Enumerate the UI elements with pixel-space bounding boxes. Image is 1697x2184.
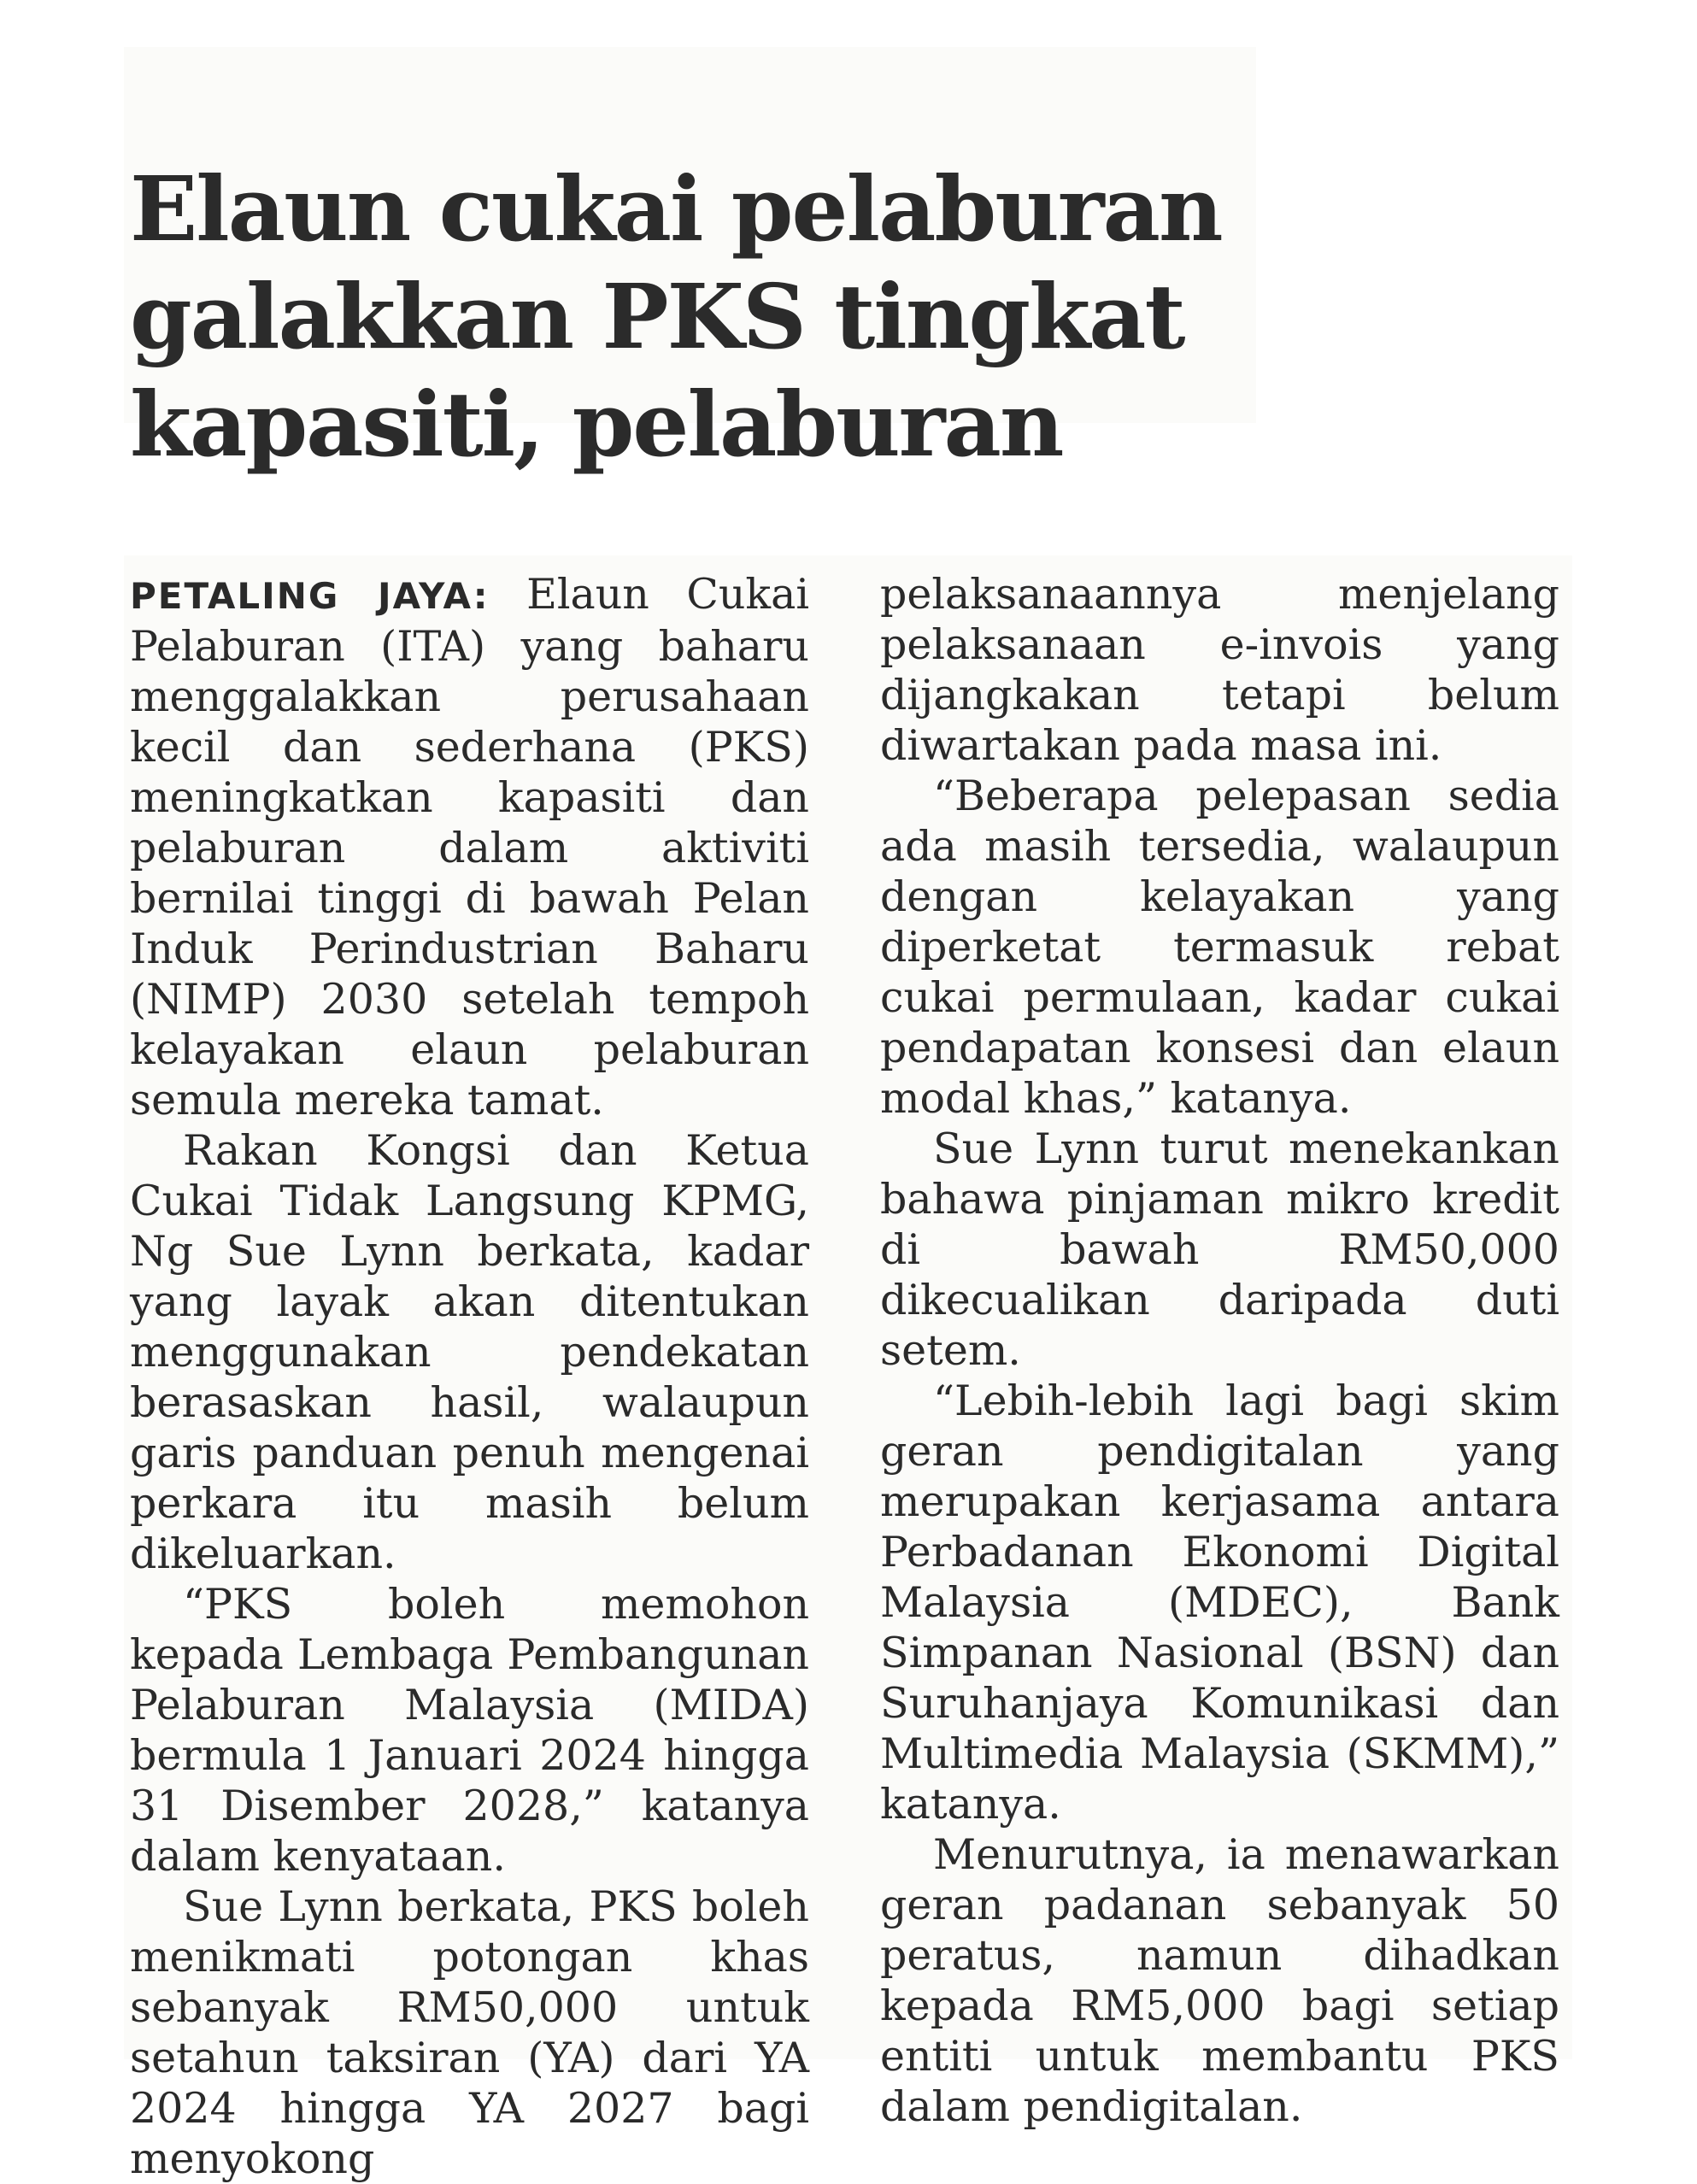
article-headline bbox=[130, 156, 1258, 478]
paragraph: Sue Lynn turut menekankan bahawa pinjaman mikro kredit di bawah RM50,000 dikecualikan daripada duti setem. bbox=[880, 1124, 1559, 1375]
paragraph: “Lebih-lebih lagi bagi skim geran pendigitalan yang merupakan kerjasama antara Perbadanan Ekonomi Digital Malaysia (MDEC), Bank Simpanan Nasional (BSN) dan Suruhanjaya Komunikasi dan Multimedia Malaysia (SKMM),” katanya. bbox=[880, 1377, 1559, 1829]
paragraph: Rakan Kongsi dan Ketua Cukai Tidak Langsung KPMG, Ng Sue Lynn berkata, kadar yang layak akan ditentukan menggunakan pendekatan berasaskan hasil, walaupun garis panduan penuh mengenai perkara itu masih belum dikeluarkan. bbox=[130, 1126, 809, 1578]
paragraph: pelaksanaannya menjelang pelaksanaan e-invois yang dijangkakan tetapi belum diwartakan pada masa ini. bbox=[880, 570, 1559, 770]
paragraph bbox=[130, 569, 809, 1125]
paragraph-text: Elaun Cukai Pelaburan (ITA) yang baharu menggalakkan perusahaan kecil dan sederhana (PKS) meningkatkan kapasiti dan pelaburan dalam aktiviti bernilai tinggi di bawah Pelan Induk Perindustrian Baharu (NIMP) 2030 setelah tempoh kelayakan elaun pelaburan semula mereka tamat. bbox=[130, 570, 809, 1124]
headline-line-3: kapasiti, pelaburan bbox=[130, 371, 1063, 477]
headline-line-1: Elaun cukai pelaburan bbox=[130, 156, 1222, 261]
article-column-left bbox=[130, 569, 809, 2184]
headline-line-2: galakkan PKS tingkat bbox=[130, 263, 1184, 369]
paragraph: “Beberapa pelepasan sedia ada masih tersedia, walaupun dengan kelayakan yang diperketat termasuk rebat cukai permulaan, kadar cukai pendapatan konsesi dan elaun modal khas,” katanya. bbox=[880, 772, 1559, 1123]
dateline: PETALING JAYA: bbox=[130, 575, 490, 617]
paragraph: “PKS boleh memohon kepada Lembaga Pembangunan Pelaburan Malaysia (MIDA) bermula 1 Januari 2024 hingga 31 Disember 2028,” katanya dalam kenyataan. bbox=[130, 1580, 809, 1881]
article-column-right bbox=[880, 569, 1559, 2132]
paragraph: Menurutnya, ia menawarkan geran padanan sebanyak 50 peratus, namun dihadkan kepada RM5,000 bagi setiap entiti untuk membantu PKS dalam pendigitalan. bbox=[880, 1830, 1559, 2131]
paragraph: Sue Lynn berkata, PKS boleh menikmati potongan khas sebanyak RM50,000 untuk setahun taksiran (YA) dari YA 2024 hingga YA 2027 bagi menyokong bbox=[130, 1882, 809, 2183]
